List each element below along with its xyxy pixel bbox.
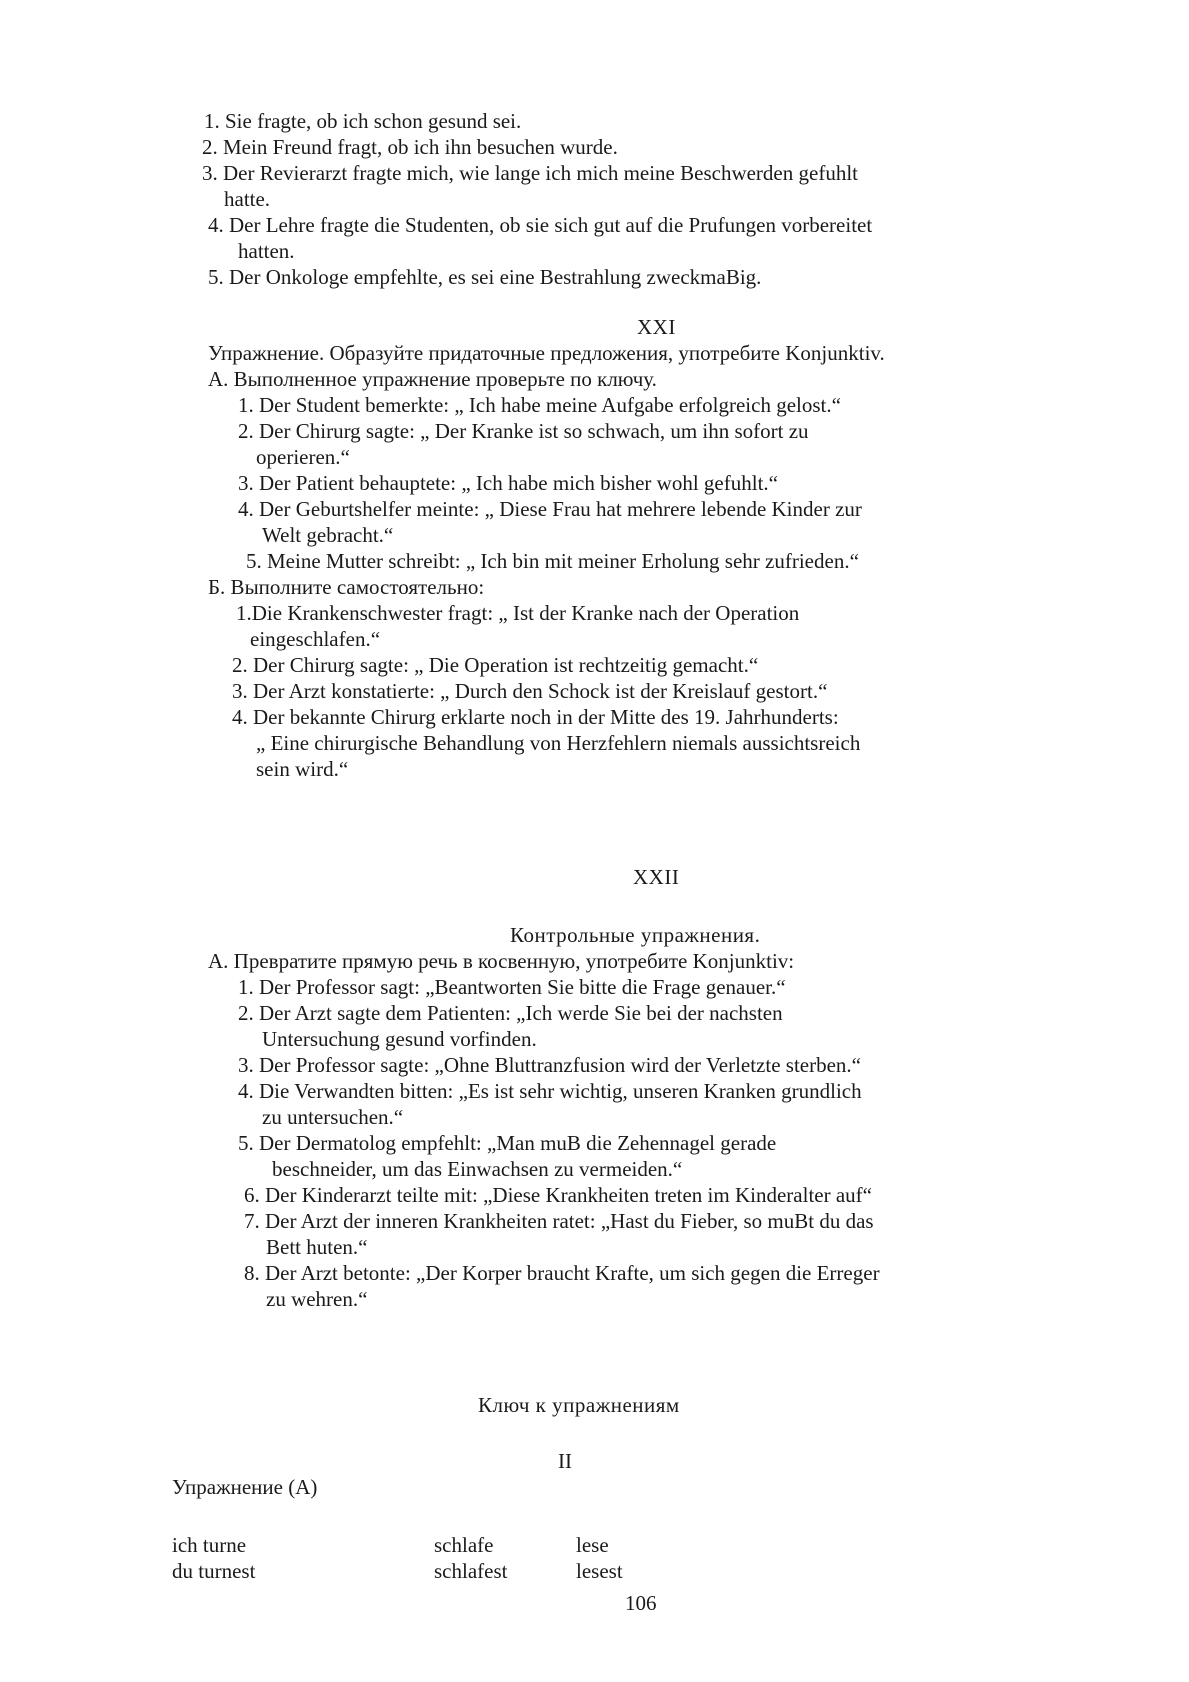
exercise-item: 5. Meine Mutter schreibt: „ Ich bin mit meiner Erholung sehr zufrieden.“	[246, 549, 859, 573]
exercise-item: 1.Die Krankenschwester fragt: „ Ist der Kranke nach der Operation	[236, 601, 800, 625]
key-heading: Ключ к упражнениям	[478, 1393, 680, 1417]
part-a-instruction: А. Превратите прямую речь в косвенную, употребите Konjunktiv:	[208, 949, 795, 973]
exercise-item-cont: Untersuchung gesund vorfinden.	[262, 1027, 537, 1051]
exercise-item: 1. Der Student bemerkte: „ Ich habe meine Aufgabe erfolgreich gelost.“	[238, 393, 841, 417]
exercise-item-cont: eingeschlafen.“	[250, 627, 381, 651]
exercise-item-cont: operieren.“	[256, 445, 350, 469]
exercise-item: 4. Der Geburtshelfer meinte: „ Diese Frau hat mehrere lebende Kinder zur	[238, 497, 862, 521]
top-list-item: 3. Der Revierarzt fragte mich, wie lange ich mich meine Beschwerden gefuhlt	[202, 161, 858, 185]
exercise-item-cont: Welt gebracht.“	[262, 523, 394, 547]
top-list-item-cont: hatten.	[238, 239, 295, 263]
conjugation-cell: ich turne	[172, 1533, 247, 1557]
exercise-item-cont: „ Eine chirurgische Behandlung von Herzfehlern niemals aussichtsreich	[256, 731, 861, 755]
conjugation-cell: du turnest	[172, 1559, 256, 1583]
top-list-item: 1. Sie fragte, ob ich schon gesund sei.	[204, 109, 522, 133]
conjugation-cell: schlafe	[434, 1533, 494, 1557]
exercise-item: 3. Der Professor sagte: „Ohne Bluttranzfusion wird der Verletzte sterben.“	[238, 1053, 861, 1077]
conjugation-cell: lese	[576, 1533, 609, 1557]
exercise-item: 3. Der Patient behauptete: „ Ich habe mich bisher wohl gefuhlt.“	[238, 471, 778, 495]
exercise-item: 4. Der bekannte Chirurg erklarte noch in der Mitte des 19. Jahrhunderts:	[232, 705, 839, 729]
exercise-item-cont: sein wird.“	[256, 757, 349, 781]
exercise-item-cont: zu wehren.“	[266, 1287, 368, 1311]
top-list-item: 2. Mein Freund fragt, ob ich ihn besuchen wurde.	[202, 135, 618, 159]
exercise-item: 5. Der Dermatolog empfehlt: „Man muB die Zehennagel gerade	[238, 1131, 777, 1155]
key-exercise-label: Упражнение (А)	[172, 1475, 318, 1499]
part-b-instruction: Б. Выполните самостоятельно:	[208, 575, 485, 599]
conjugation-row	[0, 1532, 1189, 1558]
exercise-item: 6. Der Kinderarzt teilte mit: „Diese Krankheiten treten im Kinderalter auf“	[244, 1183, 872, 1207]
exercise-item: 4. Die Verwandten bitten: „Es ist sehr wichtig, unseren Kranken grundlich	[238, 1079, 862, 1103]
section-subheading: Контрольные упражнения.	[510, 923, 761, 947]
exercise-item: 2. Der Arzt sagte dem Patienten: „Ich werde Sie bei der nachsten	[238, 1001, 783, 1025]
exercise-item-cont: Bett huten.“	[266, 1235, 368, 1259]
section-heading-xxi: XXI	[637, 315, 676, 339]
exercise-item-cont: beschneider, um das Einwachsen zu vermeiden.“	[272, 1157, 683, 1181]
part-a-instruction: А. Выполненное упражнение проверьте по ключу.	[208, 367, 657, 391]
exercise-item: 3. Der Arzt konstatierte: „ Durch den Schock ist der Kreislauf gestort.“	[232, 679, 828, 703]
section-heading-xxii: XXII	[633, 865, 680, 889]
exercise-item: 2. Der Chirurg sagte: „ Die Operation ist rechtzeitig gemacht.“	[232, 653, 759, 677]
exercise-item: 8. Der Arzt betonte: „Der Korper braucht Krafte, um sich gegen die Erreger	[244, 1261, 880, 1285]
exercise-item-cont: zu untersuchen.“	[262, 1105, 404, 1129]
exercise-task: Упражнение. Образуйте придаточные предложения, употребите Konjunktiv.	[208, 341, 885, 365]
conjugation-cell: lesest	[576, 1559, 623, 1583]
exercise-item: 2. Der Chirurg sagte: „ Der Kranke ist so schwach, um ihn sofort zu	[238, 419, 809, 443]
page-number: 106	[625, 1591, 657, 1615]
conjugation-cell: schlafest	[434, 1559, 508, 1583]
conjugation-row	[0, 1558, 1189, 1584]
key-subheading: II	[558, 1449, 572, 1473]
exercise-item: 7. Der Arzt der inneren Krankheiten ratet: „Hast du Fieber, so muBt du das	[244, 1209, 874, 1233]
exercise-item: 1. Der Professor sagt: „Beantworten Sie bitte die Frage genauer.“	[238, 975, 786, 999]
top-list-item: 4. Der Lehre fragte die Studenten, ob sie sich gut auf die Prufungen vorbereitet	[208, 213, 873, 237]
top-list-item-cont: hatte.	[224, 187, 271, 211]
top-list-item: 5. Der Onkologe empfehlte, es sei eine Bestrahlung zweckmaBig.	[208, 265, 762, 289]
